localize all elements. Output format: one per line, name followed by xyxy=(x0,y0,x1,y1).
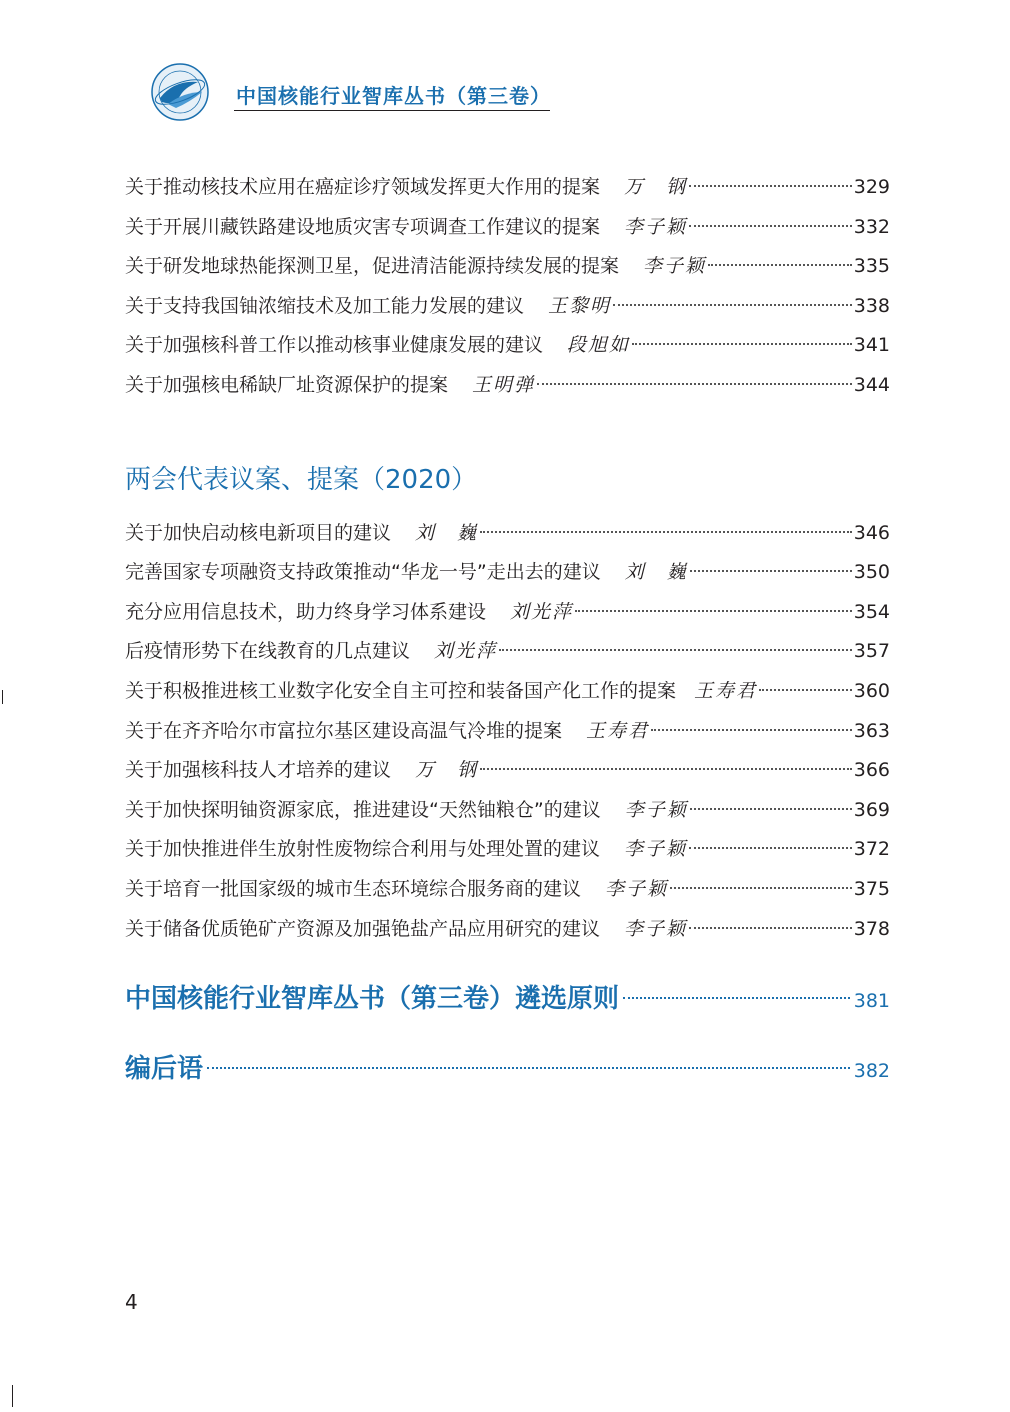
dot-leader xyxy=(689,927,852,929)
header-rule xyxy=(234,110,550,111)
entry-title: 关于储备优质铯矿产资源及加强铯盐产品应用研究的建议 xyxy=(125,917,601,940)
toc-entry[interactable] xyxy=(125,168,890,208)
dot-leader xyxy=(651,729,852,731)
toc-entry[interactable] xyxy=(125,791,890,831)
dot-leader xyxy=(689,847,852,849)
major-entry-title: 编后语 xyxy=(125,1054,204,1085)
toc-entry[interactable] xyxy=(125,287,890,327)
dot-leader xyxy=(670,887,852,889)
dot-leader xyxy=(690,570,852,572)
entry-author: 刘光萍 xyxy=(510,600,574,623)
entry-page: 372 xyxy=(853,838,890,861)
toc-entry[interactable] xyxy=(125,712,890,752)
dot-leader xyxy=(632,343,852,345)
entry-title: 关于加快启动核电新项目的建议 xyxy=(125,521,392,544)
entry-author: 李子颖 xyxy=(624,838,688,861)
entry-author: 李子颖 xyxy=(624,917,688,940)
entry-author: 刘 巍 xyxy=(624,561,688,584)
entry-title: 充分应用信息技术，助力终身学习体系建设 xyxy=(125,600,487,623)
dot-leader xyxy=(623,997,850,999)
think-tank-globe-logo-icon xyxy=(150,62,210,122)
major-entry-page: 381 xyxy=(853,990,890,1013)
dot-leader xyxy=(759,689,852,691)
dot-leader xyxy=(689,185,852,187)
entry-page: 363 xyxy=(853,719,890,742)
section-heading[interactable]: 两会代表议案、提案（2020） xyxy=(125,464,478,495)
toc-group-1 xyxy=(125,168,890,406)
crop-mark xyxy=(2,690,3,704)
entry-title: 关于加快探明铀资源家底，推进建设“天然铀粮仓”的建议 xyxy=(125,798,601,821)
entry-author: 王黎明 xyxy=(548,294,612,317)
entry-title: 关于加强核电稀缺厂址资源保护的提案 xyxy=(125,373,449,396)
entry-page: 354 xyxy=(853,600,890,623)
entry-page: 369 xyxy=(853,798,890,821)
entry-author: 刘 巍 xyxy=(415,521,479,544)
entry-title: 关于加强核科普工作以推动核事业健康发展的建议 xyxy=(125,334,544,357)
entry-title: 关于积极推进核工业数字化安全自主可控和装备国产化工作的提案 xyxy=(125,679,677,702)
toc-entry[interactable] xyxy=(125,208,890,248)
entry-page: 346 xyxy=(853,521,890,544)
toc-entry[interactable] xyxy=(125,326,890,366)
entry-title: 关于在齐齐哈尔市富拉尔基区建设高温气冷堆的提案 xyxy=(125,719,563,742)
toc-entry[interactable] xyxy=(125,553,890,593)
entry-title: 关于开展川藏铁路建设地质灾害专项调查工作建议的提案 xyxy=(125,215,601,238)
entry-page: 378 xyxy=(853,917,890,940)
toc-entry[interactable] xyxy=(125,247,890,287)
entry-page: 344 xyxy=(853,373,890,396)
entry-author: 万 钢 xyxy=(415,759,479,782)
entry-title: 关于加快推进伴生放射性废物综合利用与处理处置的建议 xyxy=(125,838,601,861)
entry-page: 335 xyxy=(853,255,890,278)
table-of-contents xyxy=(125,168,890,1089)
running-header xyxy=(150,62,550,118)
major-entry-title: 中国核能行业智库丛书（第三卷）遴选原则 xyxy=(125,984,620,1015)
entry-author: 万 钢 xyxy=(624,176,688,198)
toc-entry[interactable] xyxy=(125,751,890,791)
crop-mark xyxy=(12,1385,13,1407)
entry-author: 李子颖 xyxy=(624,798,688,821)
toc-entry[interactable] xyxy=(125,870,890,910)
major-entry-page: 382 xyxy=(853,1060,890,1083)
entry-author: 李子颖 xyxy=(643,255,707,278)
dot-leader xyxy=(575,610,852,612)
page-number: 4 xyxy=(125,1290,138,1314)
dot-leader xyxy=(480,768,852,770)
entry-page: 350 xyxy=(853,561,890,584)
entry-author: 王寿君 xyxy=(694,679,758,702)
entry-author: 李子颖 xyxy=(624,215,688,238)
toc-entry[interactable] xyxy=(125,632,890,672)
major-toc-entry[interactable] xyxy=(125,979,890,1019)
series-title: 中国核能行业智库丛书（第三卷） xyxy=(236,84,551,108)
major-toc-entry[interactable] xyxy=(125,1049,890,1089)
entry-title: 完善国家专项融资支持政策推动“华龙一号”走出去的建议 xyxy=(125,561,601,584)
entry-title: 关于培育一批国家级的城市生态环境综合服务商的建议 xyxy=(125,877,582,900)
dot-leader xyxy=(207,1067,850,1069)
dot-leader xyxy=(613,304,852,306)
entry-page: 338 xyxy=(853,294,890,317)
entry-page: 357 xyxy=(853,640,890,663)
dot-leader xyxy=(689,225,852,227)
entry-author: 王明弹 xyxy=(472,373,536,396)
entry-title: 关于加强核科技人才培养的建议 xyxy=(125,759,392,782)
dot-leader xyxy=(690,808,852,810)
dot-leader xyxy=(480,531,852,533)
entry-page: 366 xyxy=(853,759,890,782)
entry-author: 段旭如 xyxy=(567,334,631,357)
entry-title: 后疫情形势下在线教育的几点建议 xyxy=(125,640,411,663)
entry-title: 关于推动核技术应用在癌症诊疗领域发挥更大作用的提案 xyxy=(125,176,601,198)
entry-page: 341 xyxy=(853,334,890,357)
entry-page: 332 xyxy=(853,215,890,238)
dot-leader xyxy=(499,649,852,651)
entry-author: 王寿君 xyxy=(586,719,650,742)
entry-page: 329 xyxy=(853,176,890,198)
entry-page: 360 xyxy=(853,679,890,702)
toc-entry[interactable] xyxy=(125,830,890,870)
entry-title: 关于支持我国铀浓缩技术及加工能力发展的建议 xyxy=(125,294,525,317)
toc-entry[interactable] xyxy=(125,593,890,633)
entry-title: 关于研发地球热能探测卫星，促进清洁能源持续发展的提案 xyxy=(125,255,620,278)
dot-leader xyxy=(537,383,852,385)
entry-author: 李子颖 xyxy=(605,877,669,900)
toc-entry[interactable] xyxy=(125,366,890,406)
toc-entry[interactable] xyxy=(125,910,890,950)
toc-entry[interactable] xyxy=(125,672,890,712)
entry-author: 刘光萍 xyxy=(434,640,498,663)
dot-leader xyxy=(708,264,852,266)
toc-entry[interactable] xyxy=(125,514,890,554)
toc-group-2 xyxy=(125,514,890,950)
entry-page: 375 xyxy=(853,877,890,900)
